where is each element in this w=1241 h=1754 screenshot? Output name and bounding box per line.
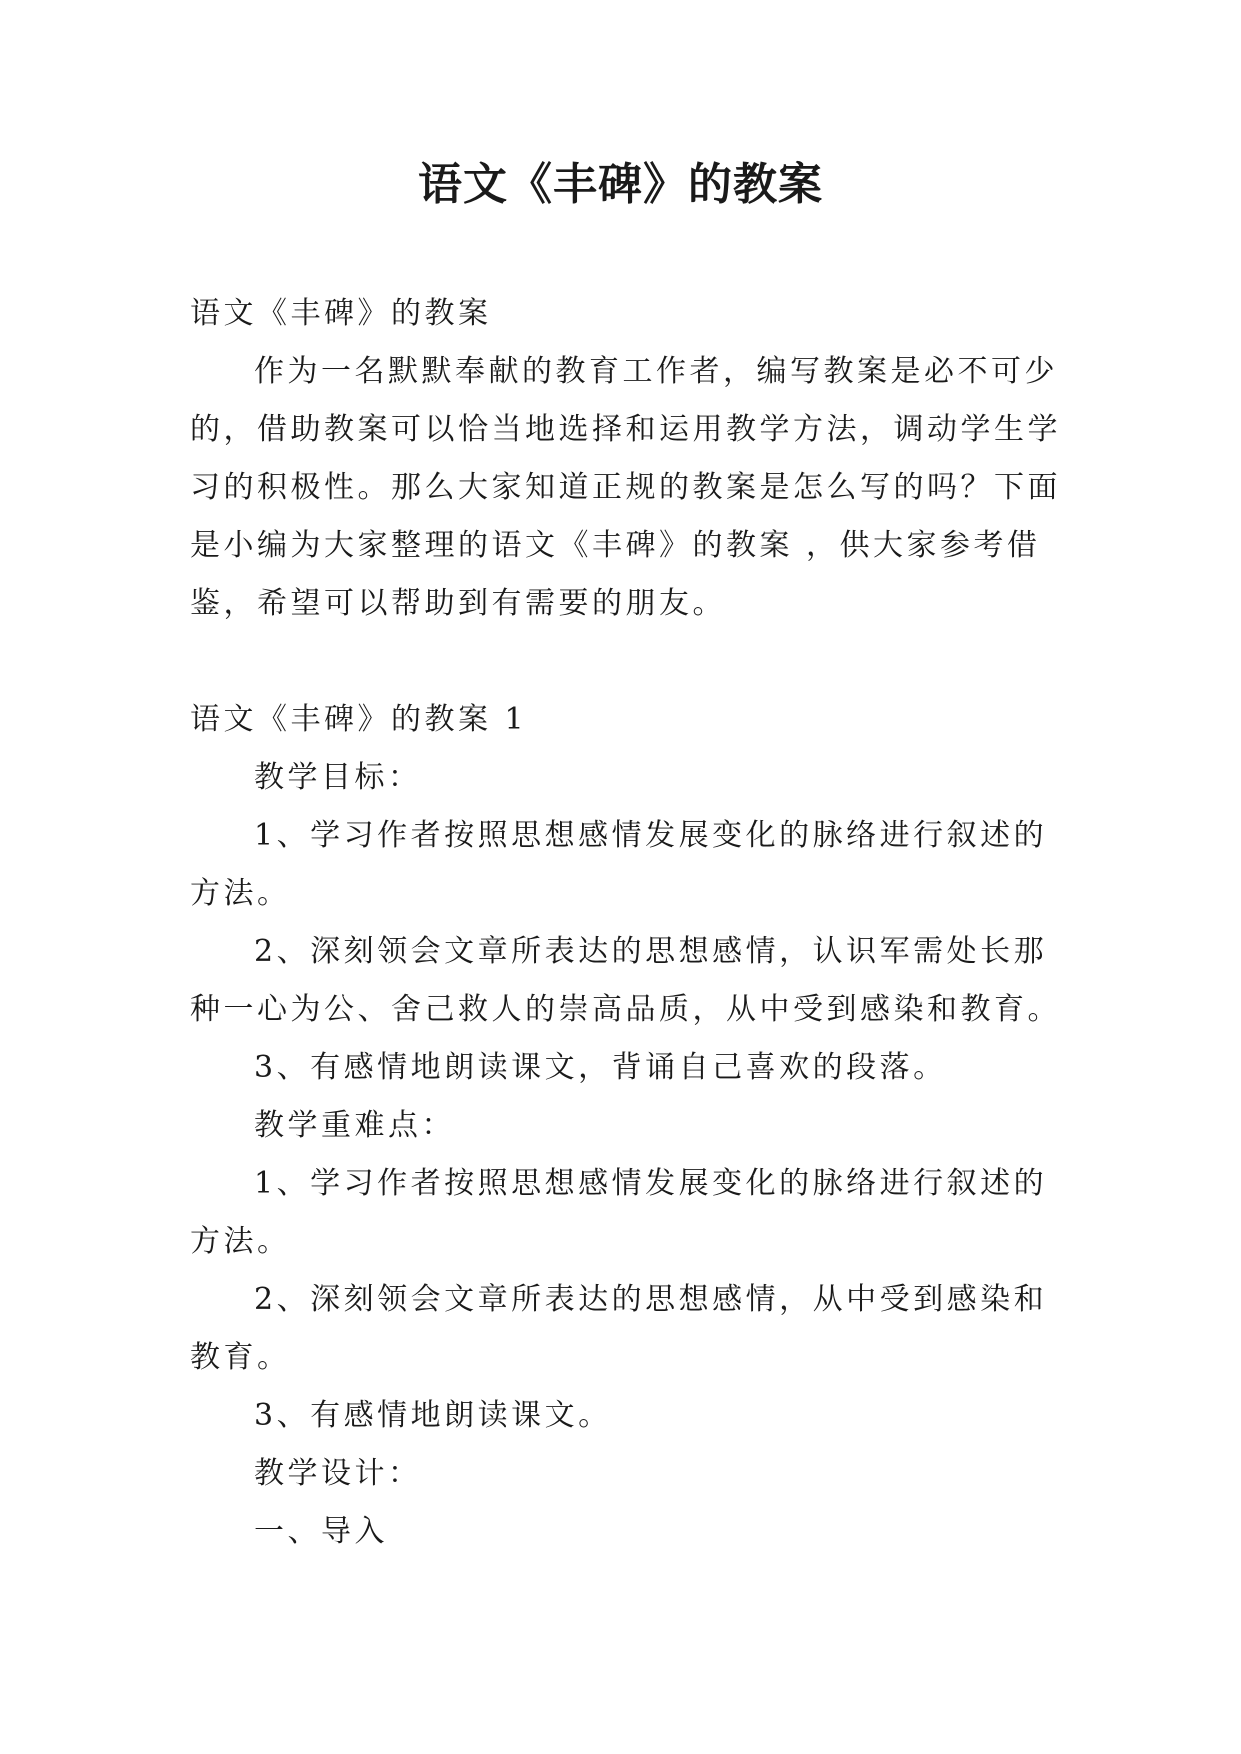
document-body [190,285,1070,1561]
objective-item: 1、学习作者按照思想感情发展变化的脉络进行叙述的方法。 [190,818,1048,911]
document-title: 语文《丰碑》的教案 [418,159,823,210]
key-points-heading: 教学重难点： [254,1108,455,1143]
key-point-item: 1、学习作者按照思想感情发展变化的脉络进行叙述的方法。 [190,1166,1048,1259]
design-heading: 教学设计： [254,1456,422,1491]
objectives-heading: 教学目标： [254,760,422,795]
objective-item: 2、深刻领会文章所表达的思想感情，认识军需处长那种一心为公、舍己救人的崇高品质，从中受到感染和教育。 [190,934,1061,1027]
intro-paragraph: 作为一名默默奉献的教育工作者，编写教案是必不可少的，借助教案可以恰当地选择和运用教学方法，调动学生学习的积极性。那么大家知道正规的教案是怎么写的吗？下面是小编为大家整理的语文《丰碑》的教案 ，供大家参考借鉴，希望可以帮助到有需要的朋友。 [190,354,1061,621]
key-point-item: 3、有感情地朗读课文。 [254,1398,612,1433]
design-step: 一、导入 [254,1514,388,1549]
key-point-item: 2、深刻领会文章所表达的思想感情，从中受到感染和教育。 [190,1282,1048,1375]
section-spacer [190,633,1070,691]
objective-item: 3、有感情地朗读课文，背诵自己喜欢的段落。 [254,1050,947,1085]
section-heading: 语文《丰碑》的教案 1 [190,702,528,737]
document-subtitle: 语文《丰碑》的教案 [190,296,492,331]
